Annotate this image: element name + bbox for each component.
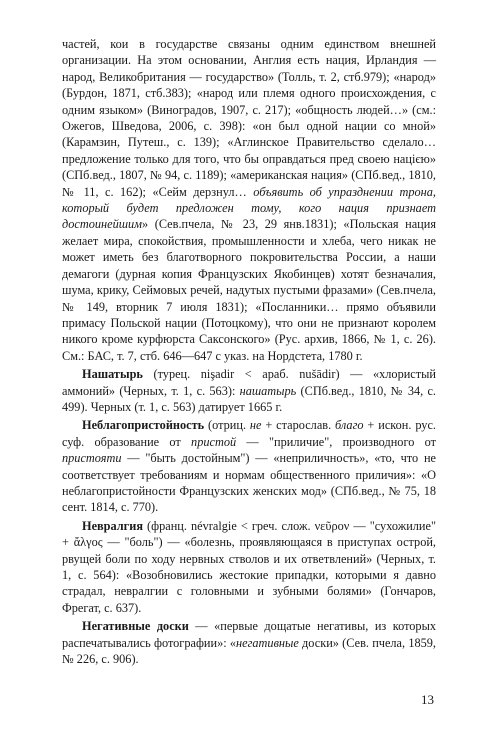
page-number: 13 xyxy=(421,692,434,707)
italic-citation: пристой xyxy=(191,434,237,449)
dictionary-entry xyxy=(62,618,436,667)
entry-headword: Неблагопристойность xyxy=(82,418,205,433)
entry-text: (отриц. xyxy=(204,418,250,433)
entry-text: (турец. nişadir < араб. nušādir) — «хлористый аммоний» (Черных, т. 1, с. 563): xyxy=(62,367,436,398)
italic-citation: негативные xyxy=(236,635,299,650)
entry-text: » (Сев.пчела, № 23, 29 янв.1831); «Польская нация желает мира, спокойствия, промышленности и хлеба, чего никак не может иметь без благотворного покровительства России, а наши демагоги (дурная копия Французских Якобинцев) хотят безначалия, шума, крику, Сеймовых речей, надутых пустыми фразами» (Сев.пчела, № 149, вторник 7 июля 1831); «Посланники… прямо объявили примасу Польской нации (Потоцкому), что они не признают королем никого кроме курфюрста Саксонского» (Рус. архив, 1866, № 1, с. 26). См.: БАС, т. 7, стб. 646—647 с указ. на Нордстета, 1780 г. xyxy=(62,217,436,363)
entry-text: (франц. névralgie < греч. слож. νεῦρον — "сухожилие" + ἄλγος — "боль") — «болезнь, проявляющаяся в приступах острой, рвущей боли по ходу нервных стволов и их ответвлений» (Черных, т. 1, с. 564): «Возобновились жестокие припадки, которыми я давно страдал, невралгии с головными и зубными болями» (Гончаров, Фрегат, с. 637). xyxy=(62,518,436,615)
entry-headword: Невралгия xyxy=(82,518,143,533)
entry-headword: Негативные доски xyxy=(82,619,189,634)
dictionary-entry xyxy=(62,518,436,616)
italic-citation: не xyxy=(249,418,262,433)
entry-text: доски» (Сев. пчела, 1859, № 226, с. 906). xyxy=(62,635,436,667)
italic-citation: объявить об упразднении трона, который будет предложен тому, кого нация признает достоинейшим xyxy=(62,184,436,232)
entry-text: — "быть достойным") — «неприличность», «то, что не соответствует требованиям и нормам общественного приличия»: «О неблагопристойности Французских женских мод» (СПб.вед., № 75, 18 сент. 1814, с. 770). xyxy=(62,451,436,515)
dictionary-entry xyxy=(62,366,436,415)
entry-text: (СПб.вед., 1810, № 34, с. 499). Черных (т. 1, с. 563) датирует 1665 г. xyxy=(62,383,437,414)
continued-paragraph xyxy=(62,36,436,364)
italic-citation: благо xyxy=(335,418,364,433)
entry-headword: Нашатырь xyxy=(82,367,143,382)
entry-text: + старослав. xyxy=(261,418,336,433)
dictionary-entry xyxy=(62,417,436,515)
entry-text: — "приличие", производного от xyxy=(236,434,436,449)
entry-text: частей, кои в государстве связаны одним единством внешней организации. На этом основании, Англия есть нация, Ирландия — народ, Великобритания — государство» (Толль, т. 2, стб.979); «народ» (Бурдон, 1871, стб.383); «народ или племя одного происхождения, с одним языком» (Виноградов, 1907, с. 217); «общность людей…» (см.: Ожегов, Шведова, 2006, с. 398): «он был одной нации со мной» (Карамзин, Путеш., с. 139); «Аглинское Правительство сделало… предложение только для того, что бы оправдаться пред своею нацією» (СПб.вед., 1807, № 94, с. 1189); «американская нация» (СПб.вед., 1810, № 11, с. 162); «Сейм дерзнул… xyxy=(62,37,436,199)
entry-text: + искон. рус. суф. образование от xyxy=(62,418,436,449)
dictionary-text xyxy=(62,36,436,667)
entry-text: — «первые дощатые негативы, из которых распечатывались фотографии»: « xyxy=(62,619,436,650)
italic-citation: нашатырь xyxy=(239,383,297,398)
italic-citation: пристояти xyxy=(62,451,122,466)
